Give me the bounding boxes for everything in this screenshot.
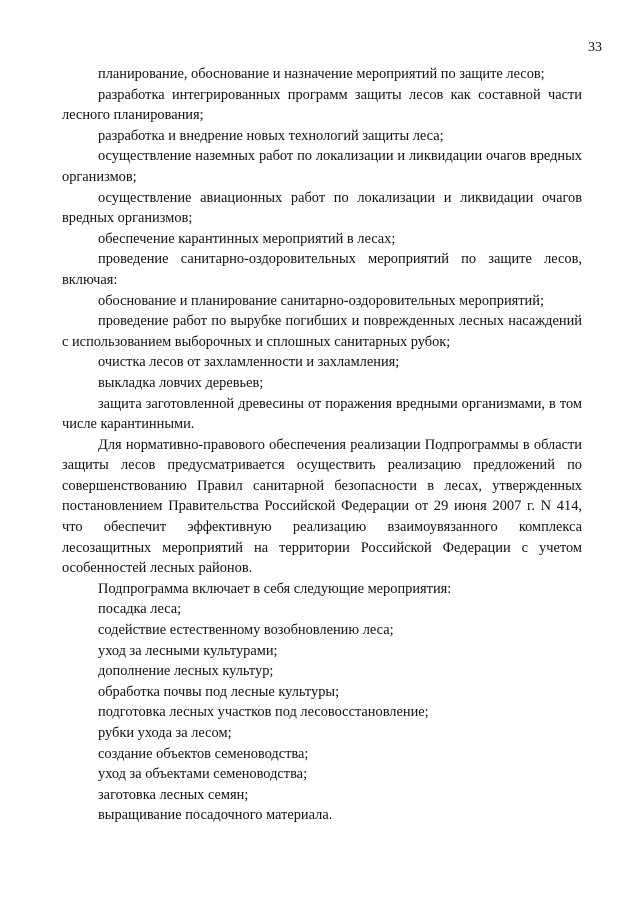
body-text — [62, 64, 582, 826]
paragraph: Подпрограмма включает в себя следующие мероприятия: — [98, 580, 452, 597]
paragraph: дополнение лесных культур; — [98, 663, 274, 680]
paragraph: подготовка лесных участков под лесовосстановление; — [98, 704, 429, 721]
paragraph: Для нормативно-правового обеспечения реализации Подпрограммы в области защиты лесов предусматривается осуществить реализацию предложений по совершенствованию Правил санитарной безопасности в лесах, утвержденных постановлением Правительства Российской Федерации от 29 июня 2007 г. N 414, что обеспечит эффективную реализацию взаимоувязанного комплекса лесозащитных мероприятий на территории Российской Федерации с учетом особенностей лесных районов. — [62, 436, 582, 577]
paragraph: обработка почвы под лесные культуры; — [98, 683, 340, 700]
paragraph: разработка и внедрение новых технологий защиты леса; — [98, 127, 444, 144]
page-number: 33 — [588, 40, 602, 55]
paragraph: посадка леса; — [98, 601, 182, 618]
paragraph: планирование, обоснование и назначение мероприятий по защите лесов; — [98, 66, 545, 82]
paragraph: обеспечение карантинных мероприятий в лесах; — [98, 230, 396, 247]
paragraph: обоснование и планирование санитарно-оздоровительных мероприятий; — [98, 292, 544, 309]
paragraph: осуществление наземных работ по локализации и ликвидации очагов вредных организмов; — [62, 148, 582, 185]
paragraph: уход за лесными культурами; — [98, 642, 278, 659]
paragraph: содействие естественному возобновлению леса; — [98, 622, 394, 639]
paragraph: проведение работ по вырубке погибших и поврежденных лесных насаждений с использованием выборочных и сплошных санитарных рубок; — [62, 313, 582, 350]
paragraph: очистка лесов от захламленности и захламления; — [98, 354, 400, 371]
paragraph: выращивание посадочного материала. — [98, 807, 333, 824]
paragraph: проведение санитарно-оздоровительных мероприятий по защите лесов, включая: — [62, 251, 582, 288]
paragraph: заготовка лесных семян; — [98, 786, 249, 803]
paragraph: уход за объектами семеноводства; — [98, 766, 308, 783]
paragraph: рубки ухода за лесом; — [98, 725, 232, 741]
paragraph: создание объектов семеноводства; — [98, 745, 309, 762]
paragraph: защита заготовленной древесины от поражения вредными организмами, в том числе карантинными. — [62, 395, 582, 433]
paragraph: разработка интегрированных программ защиты лесов как составной части лесного планирования; — [62, 86, 582, 124]
paragraph: выкладка ловчих деревьев; — [98, 374, 264, 391]
paragraph: осуществление авиационных работ по локализации и ликвидации очагов вредных организмов; — [62, 189, 582, 227]
